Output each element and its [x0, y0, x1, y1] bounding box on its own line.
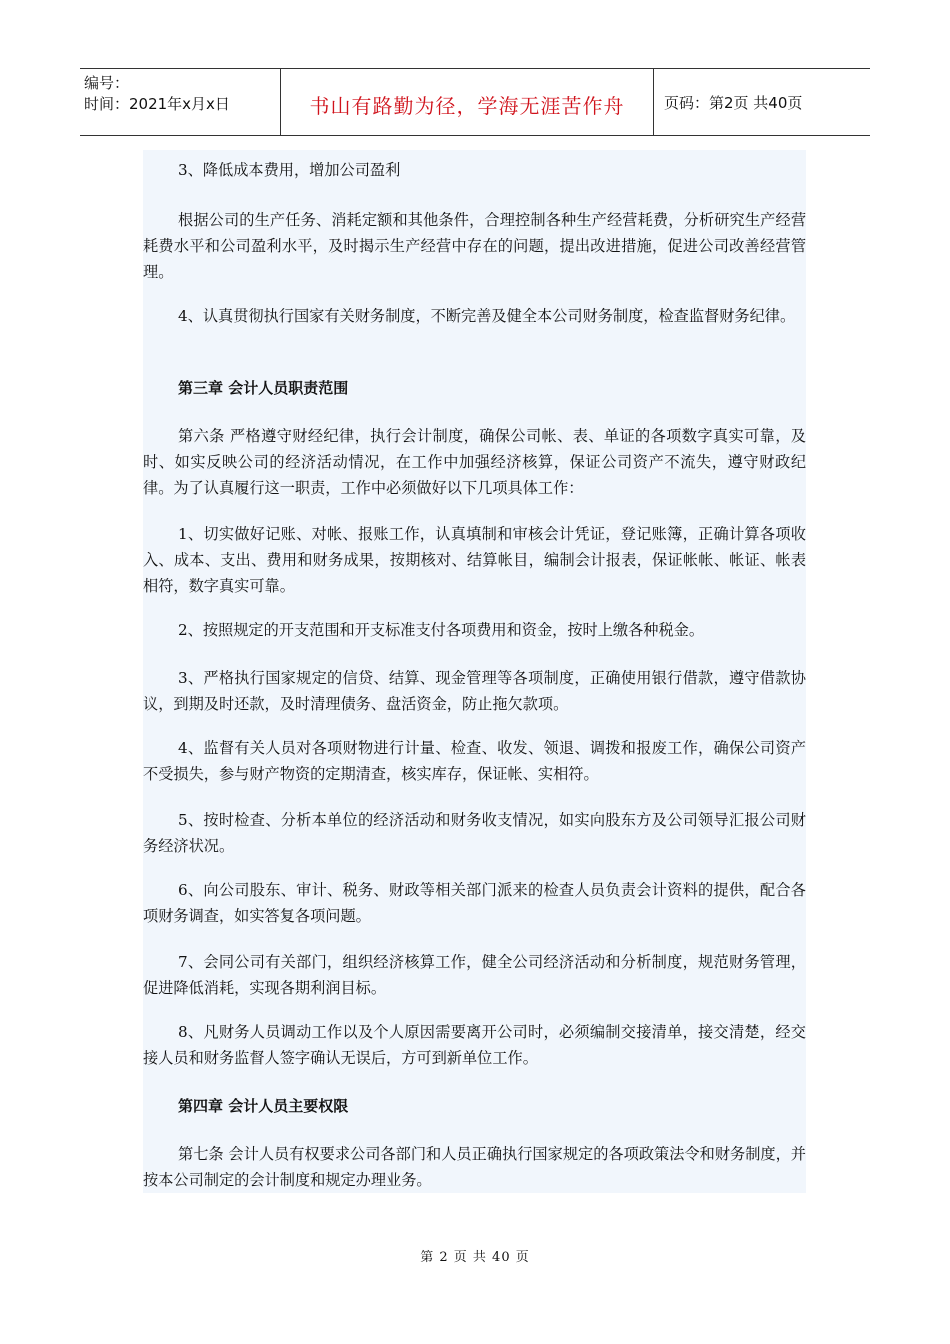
paragraph: 根据公司的生产任务、消耗定额和其他条件，合理控制各种生产经营耗费，分析研究生产经营耗费水平和公司盈利水平，及时揭示生产经营中存在的问题，提出改进措施，促进公司改善经营管理。 [143, 211, 806, 281]
paragraph: 8、凡财务人员调动工作以及个人原因需要离开公司时，必须编制交接清单，接交清楚，经交接人员和财务监督人签字确认无误后，方可到新单位工作。 [143, 1023, 806, 1067]
paragraph: 3、降低成本费用，增加公司盈利 [178, 161, 401, 179]
document-time: 时间：2021年x月x日 [84, 95, 230, 113]
paragraph: 1、切实做好记账、对帐、报账工作，认真填制和审核会计凭证，登记账簿，正确计算各项收入、成本、支出、费用和财务成果，按期核对、结算帐目，编制会计报表，保证帐帐、帐证、帐表相符，数字真实可靠。 [143, 525, 806, 595]
chapter-heading: 第三章 会计人员职责范围 [178, 379, 349, 397]
paragraph: 第六条 严格遵守财经纪律，执行会计制度，确保公司帐、表、单证的各项数字真实可靠，及时、如实反映公司的经济活动情况，在工作中加强经济核算，保证公司资产不流失，遵守财政纪律。为了认真履行这一职责，工作中必须做好以下几项具体工作： [143, 427, 806, 497]
document-number-label: 编号： [84, 74, 130, 92]
page-footer: 第 2 页 共 40 页 [420, 1250, 530, 1265]
paragraph: 4、监督有关人员对各项财物进行计量、检查、收发、领退、调拨和报废工作，确保公司资产不受损失，参与财产物资的定期清查，核实库存，保证帐、实相符。 [143, 739, 806, 783]
paragraph: 第七条 会计人员有权要求公司各部门和人员正确执行国家规定的各项政策法令和财务制度，并按本公司制定的会计制度和规定办理业务。 [143, 1145, 806, 1189]
document-body [143, 150, 806, 1193]
chapter-heading: 第四章 会计人员主要权限 [178, 1097, 349, 1115]
paragraph: 5、按时检查、分析本单位的经济活动和财务收支情况，如实向股东方及公司领导汇报公司财务经济状况。 [143, 811, 806, 855]
paragraph: 3、严格执行国家规定的信贷、结算、现金管理等各项制度，正确使用银行借款，遵守借款协议，到期及时还款，及时清理债务、盘活资金，防止拖欠款项。 [143, 669, 806, 713]
paragraph: 2、按照规定的开支范围和开支标准支付各项费用和资金，按时上缴各种税金。 [178, 621, 705, 639]
paragraph: 4、认真贯彻执行国家有关财务制度，不断完善及健全本公司财务制度，检查监督财务纪律。 [178, 307, 796, 325]
paragraph: 7、会同公司有关部门，组织经济核算工作，健全公司经济活动和分析制度，规范财务管理，促进降低消耗，实现各期利润目标。 [143, 953, 806, 997]
paragraph: 6、向公司股东、审计、税务、财政等相关部门派来的检查人员负责会计资料的提供，配合各项财务调查，如实答复各项问题。 [143, 881, 806, 925]
header-meta [80, 69, 281, 135]
header-motto: 书山有路勤为径，学海无涯苦作舟 [281, 69, 654, 135]
header-page-info: 页码：第2页 共40页 [664, 93, 803, 112]
page-header [80, 68, 870, 136]
